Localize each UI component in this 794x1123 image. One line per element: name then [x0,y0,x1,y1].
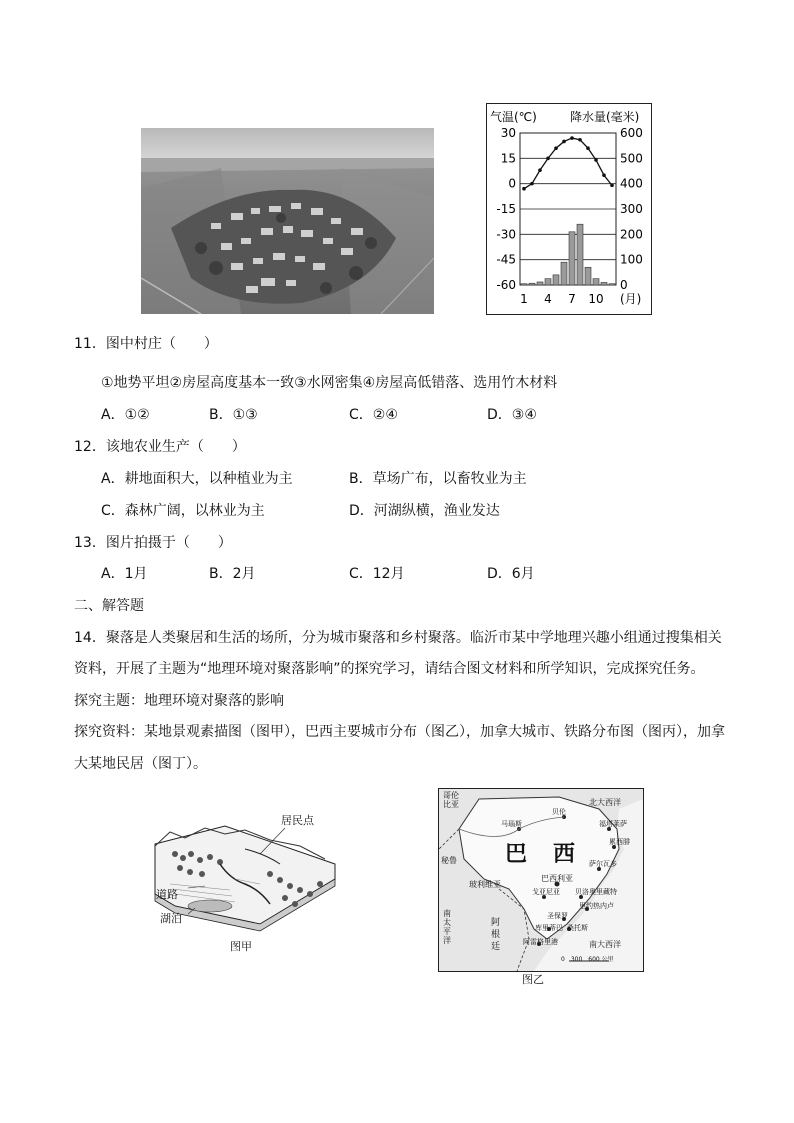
temp-tick-label: 30 [500,126,516,140]
precip-tick-label: 0 [620,278,628,292]
precip-tick-label: 100 [620,252,643,267]
city-brasilia: 巴西利亚 [541,874,573,883]
q11-option-c[interactable]: C．②④ [349,407,398,423]
city-goiania: 戈亚尼亚 [532,888,560,896]
city-porto-alegre: 阿雷格里港 [523,938,558,946]
figure-jia-caption: 图甲 [230,940,252,953]
question-14-line-2: 资料，开展了主题为“地理环境对聚落影响”的探究学习，请结合图文材料和所学知识，完成探究任务。 [74,661,705,677]
question-11-statement: ①地势平坦②房屋高度基本一致③水网密集④房屋高低错落、选用竹木材料 [101,375,558,391]
village-aerial-photo [141,128,434,314]
figure-yi-map [438,788,644,972]
q11-option-d[interactable]: D．③④ [487,407,537,423]
figure-jia [150,814,350,954]
label-north-atlantic: 北大西洋 [589,798,621,807]
city-belo-horizonte: 贝洛奥里藏特 [575,888,617,896]
temperature-point [570,136,574,140]
q11-option-a[interactable]: A．①② [101,407,150,423]
month-unit-label: (月) [620,292,642,306]
label-settlement: 居民点 [281,814,314,827]
temperature-point [610,184,614,188]
label-south-pacific: 南太平洋 [443,909,451,945]
city-santos: 桑托斯 [567,924,588,932]
label-bolivia: 玻利维亚 [469,880,501,889]
precip-bar [601,282,607,285]
temp-tick-label: 15 [500,151,516,166]
precip-bar [585,267,591,285]
section-2-heading: 二、解答题 [74,598,144,614]
temperature-point [538,168,542,172]
village-photo-graphic [141,128,434,314]
label-argentina: 阿根廷 [491,918,501,952]
temperature-point [602,173,606,177]
inquiry-topic: 探究主题：地理环境对聚落的影响 [74,693,284,709]
q13-option-b[interactable]: B．2月 [209,566,256,582]
label-south-atlantic: 南大西洋 [589,940,621,949]
precip-bar [529,283,535,285]
q12-option-c[interactable]: C．森林广阔，以林业为主 [101,503,265,519]
temp-tick-label: -60 [496,278,516,292]
figure-yi-caption: 图乙 [522,973,544,986]
question-13-stem: 13．图片拍摄于（ ） [74,535,232,551]
temp-tick-label: 0 [508,176,516,191]
temperature-point [530,182,534,186]
precip-bar [577,224,583,285]
city-curitiba: 库里蒂巴 [535,924,563,932]
q13-option-c[interactable]: C．12月 [349,566,405,582]
precip-bar [545,279,551,285]
precip-bar [609,284,615,285]
temperature-point [578,138,582,142]
precip-bar [521,284,527,285]
precip-bar [569,232,575,285]
q12-option-b[interactable]: B．草场广布，以畜牧业为主 [349,471,527,487]
inquiry-material-line-2: 大某地民居（图丁）。 [74,756,207,772]
month-tick-label: 7 [568,292,576,306]
question-11-stem: 11．图中村庄（ ） [74,336,218,352]
temperature-point [546,157,550,161]
temperature-point [522,187,526,191]
month-tick-label: 10 [588,292,604,306]
month-tick-label: 4 [544,292,552,306]
inquiry-material-line-1: 探究资料：某地景观素描图（图甲），巴西主要城市分布（图乙），加拿大城市、铁路分布图（图丙），加拿 [74,724,725,740]
city-fortaleza: 福塔莱萨 [599,820,627,828]
label-colombia: 哥伦比亚 [443,791,459,809]
temperature-point [586,146,590,150]
q13-option-d[interactable]: D．6月 [487,566,535,582]
q12-option-a[interactable]: A．耕地面积大，以种植业为主 [101,471,293,487]
city-belem: 贝伦 [552,808,566,816]
label-brazil: 巴 西 [505,842,578,867]
precip-tick-label: 200 [620,227,643,242]
month-tick-label: 1 [520,292,528,306]
precip-bar [553,275,559,285]
q13-option-a[interactable]: A．1月 [101,566,148,582]
city-rio: 里约热内卢 [579,902,614,910]
temp-tick-label: -45 [496,252,516,267]
q11-option-b[interactable]: B．①③ [209,407,258,423]
precip-tick-label: 600 [620,126,643,140]
city-sao-paulo: 圣保罗 [547,912,568,920]
city-manaus: 马瑙斯 [501,820,522,828]
temp-axis-label: 气温(℃) [490,110,537,124]
map-scale: 0 300 600 公里 [561,956,614,963]
label-lake: 湖泊 [160,912,182,925]
temperature-point [594,158,598,162]
precip-axis-label: 降水量(毫米) [570,110,640,124]
city-recife: 累西腓 [609,838,630,846]
temp-tick-label: -15 [496,202,516,216]
question-12-stem: 12．该地农业生产（ ） [74,439,246,455]
precip-tick-label: 300 [620,202,643,216]
precip-tick-label: 500 [620,151,643,166]
precip-bar [561,262,567,285]
city-salvador: 萨尔瓦多 [589,860,617,868]
label-road: 道路 [156,888,178,901]
label-peru: 秘鲁 [441,856,457,865]
precip-bar [537,282,543,285]
precip-tick-label: 400 [620,176,643,191]
precip-bar [593,279,599,285]
climate-chart-svg [486,103,652,315]
q12-option-d[interactable]: D．河湖纵横，渔业发达 [349,503,500,519]
temperature-point [562,140,566,144]
temp-tick-label: -30 [496,227,516,242]
temperature-point [554,146,558,150]
climate-chart [486,103,652,315]
question-14-line-1: 14．聚落是人类聚居和生活的场所，分为城市聚落和乡村聚落。临沂市某中学地理兴趣小组通过搜集相关 [74,630,722,646]
